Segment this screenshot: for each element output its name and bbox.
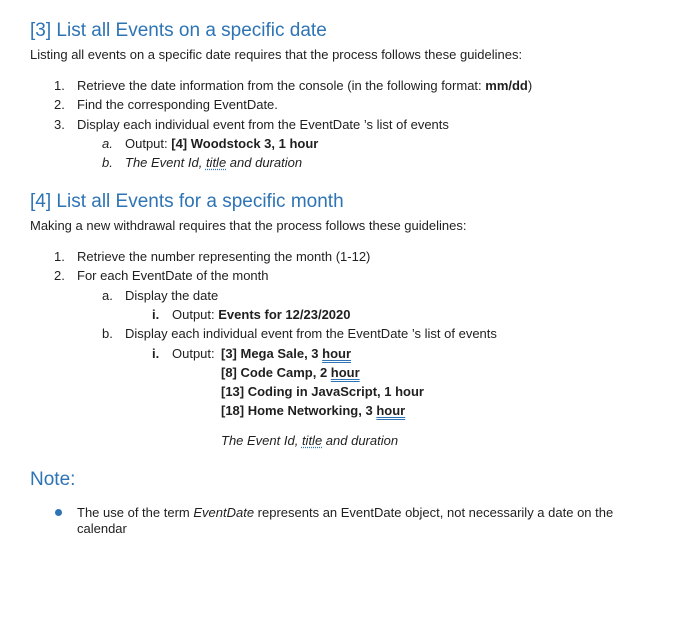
section4-intro: Making a new withdrawal requires that the process follows these guidelines:	[30, 218, 467, 233]
output-line: [3] Mega Sale, 3 hour	[221, 346, 352, 361]
roman-marker: i.	[152, 346, 160, 361]
output-line: Output: [4] Woodstock 3, 1 hour	[125, 136, 319, 151]
note-heading: Note:	[30, 469, 76, 490]
list-item: Find the corresponding EventDate.	[77, 97, 278, 112]
output-line: Output: Events for 12/23/2020	[172, 307, 351, 322]
output-line: [18] Home Networking, 3 hour	[221, 403, 406, 418]
output-label: Output:	[172, 346, 215, 361]
list-item: Retrieve the date information from the console (in the following format: mm/dd)	[77, 78, 533, 93]
sub-marker: b.	[102, 326, 113, 341]
format-caption: The Event Id, title and duration	[125, 155, 303, 170]
sub-marker: b.	[102, 155, 113, 170]
list-number: 3.	[54, 117, 65, 132]
sub-marker: a.	[102, 288, 113, 303]
list-number: 2.	[54, 268, 65, 283]
list-number: 1.	[54, 249, 65, 264]
sub-marker: a.	[102, 136, 113, 151]
section4-heading: [4] List all Events for a specific month	[30, 191, 344, 212]
sub-item: Display the date	[125, 288, 219, 303]
list-number: 1.	[54, 78, 65, 93]
roman-marker: i.	[152, 307, 160, 322]
section3-intro: Listing all events on a specific date requires that the process follows these guidelines:	[30, 47, 523, 62]
list-item: Display each individual event from the EventDate ’s list of events	[77, 117, 449, 132]
bullet-dot-icon	[55, 509, 62, 516]
format-caption: The Event Id, title and duration	[221, 433, 399, 448]
list-item: For each EventDate of the month	[77, 268, 269, 283]
output-line: [13] Coding in JavaScript, 1 hour	[221, 384, 424, 399]
list-item: Retrieve the number representing the month (1-12)	[77, 249, 371, 264]
section3-heading: [3] List all Events on a specific date	[30, 20, 327, 41]
output-line: [8] Code Camp, 2 hour	[221, 365, 360, 380]
list-number: 2.	[54, 97, 65, 112]
sub-item: Display each individual event from the EventDate ’s list of events	[125, 326, 497, 341]
note-text: The use of the term EventDate represents an EventDate object, not necessarily a date on the calendar	[77, 505, 614, 536]
